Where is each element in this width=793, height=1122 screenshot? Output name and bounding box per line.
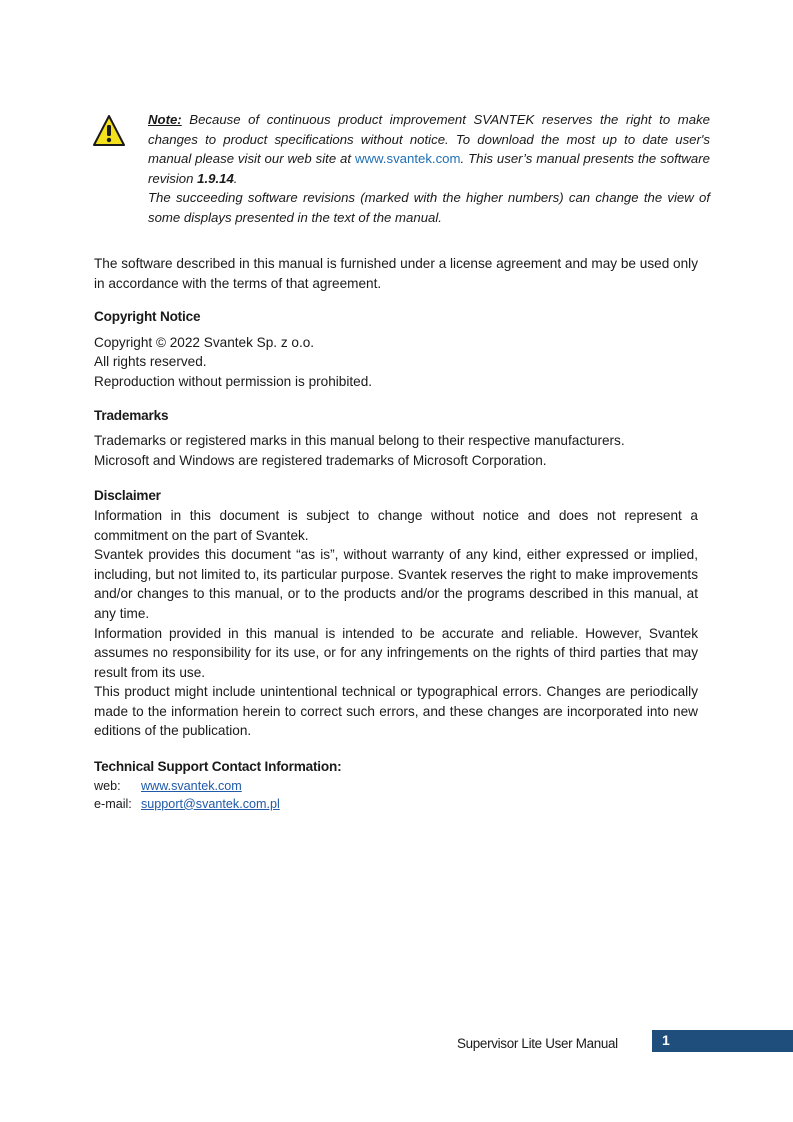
rights-line: All rights reserved.: [94, 354, 207, 370]
web-row: [94, 777, 698, 795]
web-link[interactable]: www.svantek.com: [141, 778, 242, 793]
trademarks-line: Microsoft and Windows are registered trademarks of Microsoft Corporation.: [94, 452, 547, 468]
note-label: Note:: [148, 112, 182, 127]
disclaimer-paragraph: Information provided in this manual is intended to be accurate and reliable. However, Svantek assumes no responsibility for its use, or for any infringements on the rights of third parties that may result from its use.: [94, 625, 698, 680]
note-text-2: . This user’s manual presents the software revision: [148, 151, 710, 186]
note-block: [148, 110, 710, 228]
support-section: [94, 757, 698, 813]
license-text: The software described in this manual is furnished under a license agreement and may be used only in accordance with the terms of that agreement.: [94, 256, 698, 291]
disclaimer-heading: Disclaimer: [94, 488, 161, 504]
warning-icon: [92, 114, 126, 148]
disclaimer-paragraph: This product might include unintentional technical or typographical errors. Changes are periodically made to the information herein to correct such errors, and these changes are incorporated into new editions of the publication.: [94, 684, 698, 739]
disclaimer-paragraph: Information in this document is subject to change without notice and does not represent a commitment on the part of Svantek.: [94, 507, 698, 543]
note-text-1: Because of continuous product improvement SVANTEK reserves the right to make changes to product specifications without notice. To download the most up to date user's manual please visit our web site at: [148, 112, 710, 167]
website-link[interactable]: www.svantek.com: [354, 151, 461, 167]
page-number-box: [652, 1030, 793, 1052]
email-link[interactable]: support@svantek.com.pl: [141, 796, 280, 811]
support-heading: Technical Support Contact Information:: [94, 759, 342, 775]
note-text-4: The succeeding software revisions (marked with the higher numbers) can change the view of some displays presented in the text of the manual.: [148, 190, 710, 225]
disclaimer-paragraph: Svantek provides this document “as is”, without warranty of any kind, either expressed or implied, including, but not limited to, its particular purpose. Svantek reserves the right to make improvements and/or changes to this manual, or to the products and/or the programs described in this manual, at any time.: [94, 547, 698, 621]
trademarks-heading: Trademarks: [94, 407, 169, 423]
trademarks-section: [94, 406, 698, 471]
email-row: [94, 795, 698, 813]
web-label: web:: [94, 778, 121, 793]
trademarks-line: Trademarks or registered marks in this manual belong to their respective manufacturers.: [94, 433, 625, 449]
page-number: 1: [662, 1032, 670, 1048]
software-revision: 1.9.14: [197, 170, 234, 186]
copyright-line: Copyright © 2022 Svantek Sp. z o.o.: [94, 334, 315, 350]
copyright-heading: Copyright Notice: [94, 309, 201, 325]
footer-title: Supervisor Lite User Manual: [457, 1036, 618, 1051]
main-content: [94, 254, 698, 813]
copyright-section: [94, 307, 698, 391]
reproduction-line: Reproduction without permission is prohibited.: [94, 373, 373, 389]
note-text-3: .: [233, 170, 238, 186]
email-label: e-mail:: [94, 796, 132, 811]
disclaimer-section: [94, 486, 698, 741]
